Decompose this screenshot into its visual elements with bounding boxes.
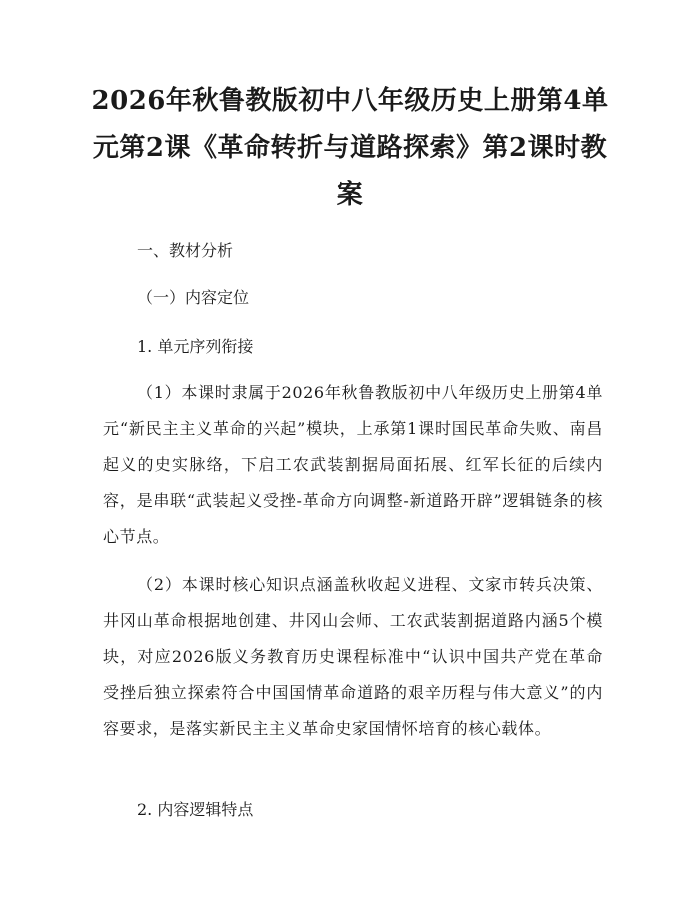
paragraph-core-knowledge: （2）本课时核心知识点涵盖秋收起义进程、文家市转兵决策、井冈山革命根据地创建、井冈山会师、工农武装割据道路内涵5个模块，对应2026版义务教育历史课程标准中“认识中国共产党在革命受挫后独立探索符合中国国情革命道路的艰辛历程与伟大意义”的内容要求，是落实新民主主义革命史家国情怀培育的核心载体。 [103,575,603,738]
subsection-heading-content-positioning: （一）内容定位 [137,288,250,307]
document-title: 2026年秋鲁教版初中八年级历史上册第4单元第2课《革命转折与道路探索》第2课时教案 [91,86,609,210]
paragraph-unit-connection: （1）本课时隶属于2026年秋鲁教版初中八年级历史上册第4单元“新民主主义革命的兴起”模块，上承第1课时国民革命失败、南昌起义的史实脉络，下启工农武装割据局面拓展、红军长征的后续内容，是串联“武装起义受挫-革命方向调整-新道路开辟”逻辑链条的核心节点。 [103,383,603,546]
section-heading-textbook-analysis: 一、教材分析 [137,241,234,260]
item-heading-unit-sequence: 1. 单元序列衔接 [137,337,254,356]
item-heading-content-logic: 2. 内容逻辑特点 [137,800,254,819]
